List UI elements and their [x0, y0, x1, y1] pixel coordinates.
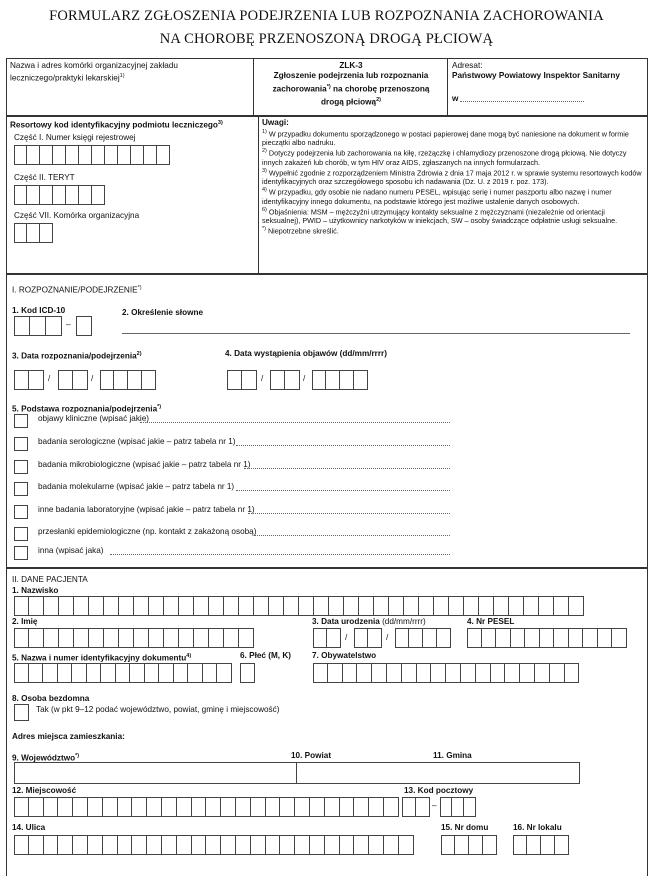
- homeless-yes-text: Tak (w pkt 9–12 podać województwo, powiat, gminę i miejscowość): [36, 705, 280, 714]
- basis-field-clinical[interactable]: [140, 422, 450, 423]
- house-number-boxes[interactable]: [441, 835, 497, 855]
- diag-month[interactable]: [58, 370, 88, 390]
- city-boxes[interactable]: [14, 797, 399, 817]
- part7-label: Część VII. Komórka organizacyjna: [14, 211, 140, 220]
- facility-label: Nazwa i adres komórki organizacyjnej zakładu leczniczego/praktyki lekarskiej$^{1)}$: [10, 61, 178, 83]
- part2-boxes[interactable]: [14, 185, 105, 205]
- form-code: ZLK-3: [339, 61, 363, 70]
- county-label: 10. Powiat: [291, 751, 332, 760]
- symptom-date-label: 4. Data wystąpienia objawów (dd/mm/rrrr): [225, 349, 387, 358]
- street-boxes[interactable]: [14, 835, 414, 855]
- addressee-field[interactable]: [460, 101, 584, 102]
- firstname-label: 2. Imię: [12, 617, 38, 626]
- house-number-label: 15. Nr domu: [441, 823, 489, 832]
- resort-code-label: Resortowy kod identyfikacyjny podmiotu leczniczego$^{3)}$: [10, 120, 223, 130]
- dob-year[interactable]: [395, 628, 451, 648]
- basis-field-serology[interactable]: [236, 445, 450, 446]
- notes-list: $^{1)}$ W przypadku dokumentu sporządzonego w postaci papierowej dane mogą być naniesione na dokument w formie pieczątki albo nadruku. $^{2)}$ Dotyczy podejrzenia lub zachorowania na kiłę, rzeżączkę i chlamydiozy przenoszone drogą płciową. Nie dotyczy innych zakażeń lub chorób, w tym HIV oraz AIDS, zgłaszanych na innych formularzach. $^{3)}$ Wypełnić zgodnie z rozporządzeniem Ministra Zdrowia z dnia 17 maja 2012 r. w sprawie systemu resortowych kodów identyfikacyjnych oraz szczegółowego sposobu ich nadawania (Dz. U. z 2019 r. poz. 173). $^{4)}$ W przypadku, gdy osobie nie nadano numeru PESEL, wpisując serię i numer paszportu albo nazwę i numer identyfikacyjny innego dokumentu, na podstawie którego jest możliwe ustalenie danych osobowych. $^{6)}$ Objaśnienia: MSM – mężczyźni utrzymujący kontakty seksualne z mężczyznami (niezależnie od orientacji seksualnej), PWID – użytkownicy narkotyków w iniekcjach, SW – osoby świadczące odpłatnie usługi seksualne. *) Niepotrzebne skreślić.: [262, 129, 642, 236]
- basis-checkbox-molecular[interactable]: [14, 482, 28, 496]
- part1-boxes[interactable]: [14, 145, 170, 165]
- postal-part2[interactable]: [440, 797, 476, 817]
- citizenship-label: 7. Obywatelstwo: [312, 651, 377, 660]
- pesel-boxes[interactable]: [467, 628, 627, 648]
- part1-label: Część I. Numer księgi rejestrowej: [14, 133, 136, 142]
- flat-number-label: 16. Nr lokalu: [513, 823, 562, 832]
- basis-field-other-lab[interactable]: [248, 513, 450, 514]
- firstname-boxes[interactable]: [14, 628, 254, 648]
- section1-title: I. ROZPOZNANIE/PODEJRZENIE*): [12, 285, 142, 295]
- surname-label: 1. Nazwisko: [12, 586, 59, 595]
- icd-boxes[interactable]: [14, 316, 62, 336]
- addressee-label: Adresat:: [452, 61, 483, 70]
- basis-field-epidemiological[interactable]: [254, 535, 450, 536]
- voivodeship-label: 9. Województwo*): [12, 753, 80, 763]
- dob-month[interactable]: [354, 628, 382, 648]
- basis-checkbox-clinical[interactable]: [14, 414, 28, 428]
- commune-label: 11. Gmina: [433, 751, 472, 760]
- postal-label: 13. Kod pocztowy: [404, 786, 474, 795]
- dob-label: 3. Data urodzenia (dd/mm/rrrr): [312, 617, 426, 626]
- surname-boxes[interactable]: [14, 596, 584, 616]
- sym-year[interactable]: [312, 370, 368, 390]
- diag-date-label: 3. Data rozpoznania/podejrzenia$^{2)}$: [12, 351, 142, 361]
- basis-checkbox-micro[interactable]: [14, 460, 28, 474]
- verbal-label: 2. Określenie słowne: [122, 308, 204, 317]
- street-label: 14. Ulica: [12, 823, 46, 832]
- basis-field-micro[interactable]: [244, 468, 450, 469]
- basis-checkbox-other[interactable]: [14, 546, 28, 560]
- part7-boxes[interactable]: [14, 223, 53, 243]
- homeless-label: 8. Osoba bezdomna: [12, 694, 90, 703]
- basis-checkbox-epidemiological[interactable]: [14, 527, 28, 541]
- form-title-line-1: FORMULARZ ZGŁOSZENIA PODEJRZENIA LUB ROZPOZNANIA ZACHOROWANIA: [49, 8, 604, 24]
- address-label: Adres miejsca zamieszkania:: [12, 732, 125, 741]
- icd-label: 1. Kod ICD-10: [12, 306, 66, 315]
- sex-box[interactable]: [240, 663, 255, 683]
- basis-checkbox-other-lab[interactable]: [14, 505, 28, 519]
- addressee-w: w: [452, 94, 459, 103]
- notes-title: Uwagi:: [262, 118, 289, 127]
- verbal-field[interactable]: [122, 333, 630, 334]
- sex-label: 6. Płeć (M, K): [240, 651, 291, 660]
- flat-number-boxes[interactable]: [513, 835, 569, 855]
- voiv-county-commune-box[interactable]: [14, 762, 580, 784]
- postal-part1[interactable]: [402, 797, 430, 817]
- basis-checkbox-serology[interactable]: [14, 437, 28, 451]
- homeless-checkbox[interactable]: [14, 704, 29, 721]
- form-title-line-2: NA CHOROBĘ PRZENOSZONĄ DROGĄ PŁCIOWĄ: [159, 31, 494, 47]
- sym-day[interactable]: [227, 370, 257, 390]
- basis-label: 5. Podstawa rozpoznania/podejrzenia*): [12, 404, 162, 414]
- citizenship-boxes[interactable]: [313, 663, 579, 683]
- part2-label: Część II. TERYT: [14, 173, 75, 182]
- form-name: Zgłoszenie podejrzenia lub rozpoznania zachorowania*) na chorobę przenoszoną drogą płciową$^{2)}$: [272, 71, 430, 107]
- document-label: 5. Nazwa i numer identyfikacyjny dokumentu$^{4)}$: [12, 653, 192, 663]
- diag-year[interactable]: [100, 370, 156, 390]
- pesel-label: 4. Nr PESEL: [467, 617, 515, 626]
- document-boxes[interactable]: [14, 663, 232, 683]
- section2-title: II. DANE PACJENTA: [12, 575, 88, 584]
- addressee-name: Państwowy Powiatowy Inspektor Sanitarny: [452, 71, 620, 80]
- diag-day[interactable]: [14, 370, 44, 390]
- basis-field-other[interactable]: [110, 554, 450, 555]
- icd-extra-box[interactable]: [76, 316, 92, 336]
- dob-day[interactable]: [313, 628, 341, 648]
- sym-month[interactable]: [270, 370, 300, 390]
- basis-field-molecular[interactable]: [236, 490, 450, 491]
- city-label: 12. Miejscowość: [12, 786, 77, 795]
